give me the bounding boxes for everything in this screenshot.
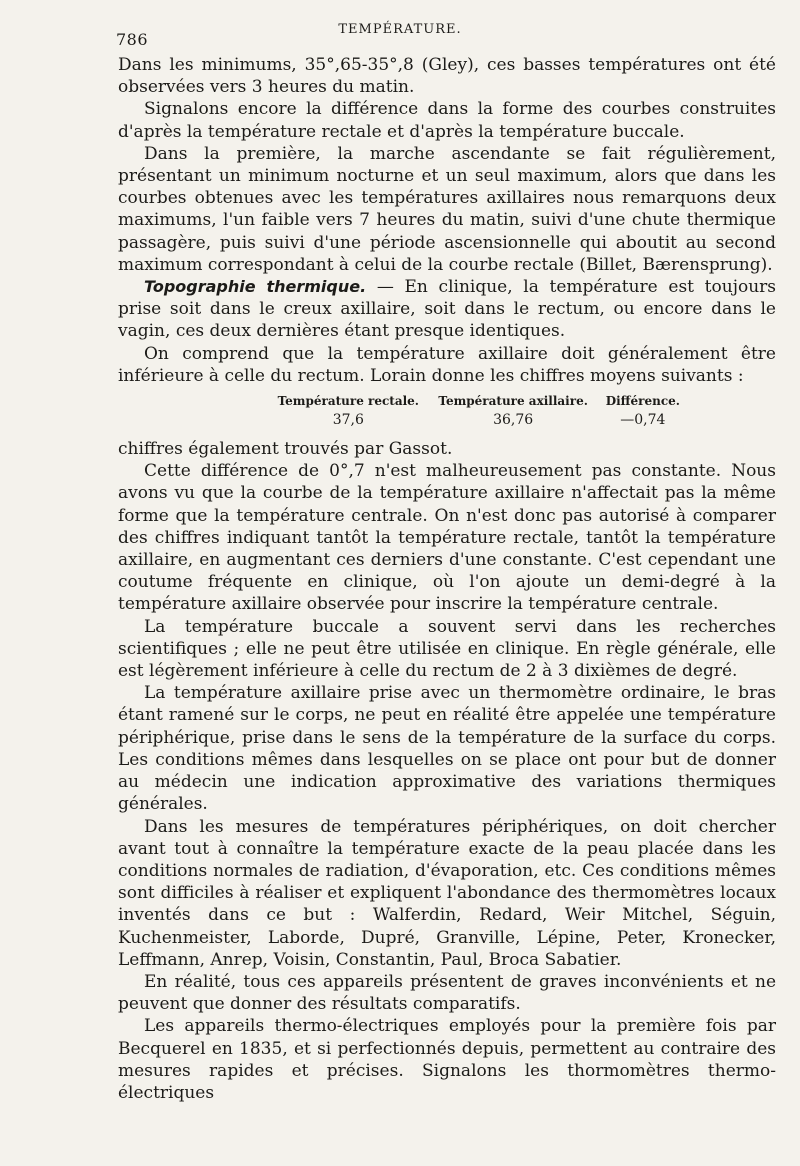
section-heading: Topographie thermique. bbox=[144, 277, 367, 297]
paragraph: Cette différence de 0°,7 n'est malheureusement pas constante. Nous avons vu que la courbe de la température axillaire n'affectait pas la même forme que la température centrale. On n'est donc pas autorisé à comparer des chiffres indiquant tantôt la température rectale, tantôt la température axillaire, en augmentant ces derniers d'une constante. C'est cependant une coutume fréquente en clinique, où l'on ajoute un demi-degré à la température axillaire observée pour inscrire la température centrale. bbox=[118, 461, 776, 615]
table-cell: 37,6 bbox=[332, 412, 364, 429]
running-title: TEMPÉRATURE. bbox=[338, 22, 462, 37]
paragraph: chiffres également trouvés par Gassot. bbox=[118, 439, 453, 460]
topography-paragraph bbox=[118, 276, 776, 343]
table-header: Différence. bbox=[605, 394, 680, 409]
paragraph: On comprend que la température axillaire doit généralement être inférieure à celle du rectum. Lorain donne les chiffres moyens suivants : bbox=[118, 343, 776, 386]
table-header: Température axillaire. bbox=[438, 394, 588, 409]
body-text bbox=[118, 54, 776, 1104]
table-cell: —0,74 bbox=[620, 412, 666, 429]
temperature-table bbox=[268, 395, 688, 428]
paragraph: Les appareils thermo-électriques employés pour la première fois par Becquerel en 1835, et si perfectionnés depuis, permettent au contraire des mesures rapides et précises. Signalons les thormomètres thermo-électriques bbox=[118, 1016, 776, 1103]
paragraph: Dans les mesures de températures périphériques, on doit chercher avant tout à connaître la température exacte de la peau placée dans les conditions normales de radiation, d'évaporation, etc. Ces conditions mêmes sont difficiles à réaliser et expliquent l'abondance des thermomètres locaux inventés dans ce but : Walferdin, Redard, Weir Mitchel, Séguin, Kuchenmeister, Laborde, Dupré, Granville, Lépine, Peter, Kronecker, Leffmann, Anrep, Voisin, Constantin, Paul, Broca Sabatier. bbox=[118, 816, 776, 970]
paragraph: La température buccale a souvent servi dans les recherches scientifiques ; elle ne peut être utilisée en clinique. En règle générale, elle est légèrement inférieure à celle du rectum de 2 à 3 dixièmes de degré. bbox=[118, 616, 776, 682]
table-header: Température rectale. bbox=[277, 394, 419, 409]
paragraph: La température axillaire prise avec un thermomètre ordinaire, le bras étant ramené sur le corps, ne peut en réalité être appelée une température périphérique, prise dans le sens de la température de la surface du corps. Les conditions mêmes dans lesquelles on se place ont pour but de donner au médecin une indication approximative des variations thermiques générales. bbox=[118, 683, 776, 815]
topography-text: — En clinique, la température est toujours prise soit dans le creux axillaire, soit dans le rectum, ou encore dans le vagin, ces deux dernières étant presque identiques. bbox=[118, 277, 776, 342]
paragraph: Dans les minimums, 35°,65-35°,8 (Gley), ces basses températures ont été observées vers 3 heures du matin. bbox=[118, 55, 776, 98]
paragraph: En réalité, tous ces appareils présentent de graves inconvénients et ne peuvent que donner des résultats comparatifs. bbox=[118, 971, 776, 1015]
paragraph: Dans la première, la marche ascendante se fait régulièrement, présentant un minimum nocturne et un seul maximum, alors que dans les courbes obtenues avec les températures axillaires nous remarquons deux maximums, l'un faible vers 7 heures du matin, suivi d'une chute thermique passagère, puis suivi d'une période ascensionnelle qui aboutit au second maximum correspondant à celui de la courbe rectale (Billet, Bærensprung). bbox=[118, 143, 776, 275]
table-cell: 36,76 bbox=[493, 412, 534, 429]
paragraph: Signalons encore la différence dans la forme des courbes construites d'après la température rectale et d'après la température buccale. bbox=[118, 99, 776, 142]
page-number: 786 bbox=[116, 30, 149, 49]
